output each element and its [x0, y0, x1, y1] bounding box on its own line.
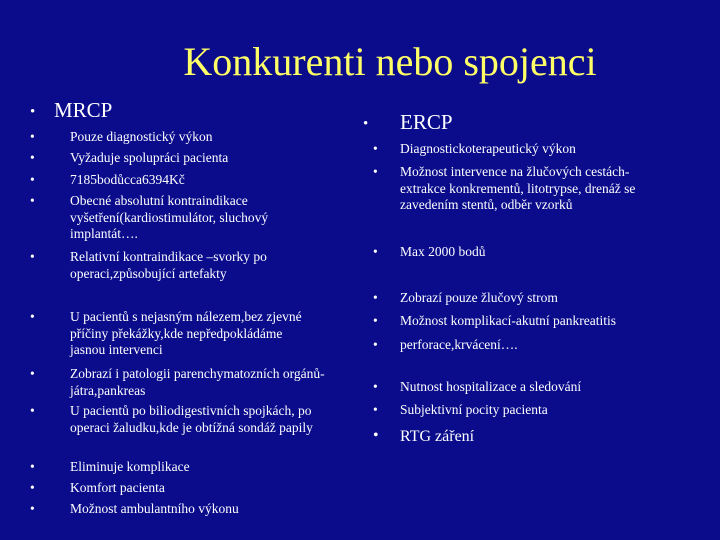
bullet-icon: •: [30, 249, 35, 264]
bullet-icon: •: [30, 459, 35, 474]
bullet-icon: •: [30, 104, 36, 120]
bullet-icon: •: [373, 402, 378, 417]
bullet-icon: •: [30, 403, 35, 418]
bullet-icon: •: [30, 480, 35, 495]
bullet-icon: •: [373, 427, 379, 444]
bullet-icon: •: [30, 150, 35, 165]
bullet-icon: •: [30, 501, 35, 516]
bullet-icon: •: [373, 141, 378, 156]
bullet-icon: •: [30, 366, 35, 381]
bullet-icon: •: [373, 313, 378, 328]
bullet-icon: •: [363, 116, 369, 132]
bullet-icon: •: [30, 309, 35, 324]
slide-title: Konkurenti nebo spojenci: [183, 39, 597, 84]
bullet-icon: •: [373, 379, 378, 394]
bullet-icon: •: [373, 164, 378, 179]
bullet-icon: •: [373, 244, 378, 259]
bullet-icon: •: [373, 337, 378, 352]
bullet-icon: •: [30, 129, 35, 144]
bullet-icon: •: [30, 172, 35, 187]
bullet-icon: •: [373, 290, 378, 305]
bullet-icon: •: [30, 193, 35, 208]
